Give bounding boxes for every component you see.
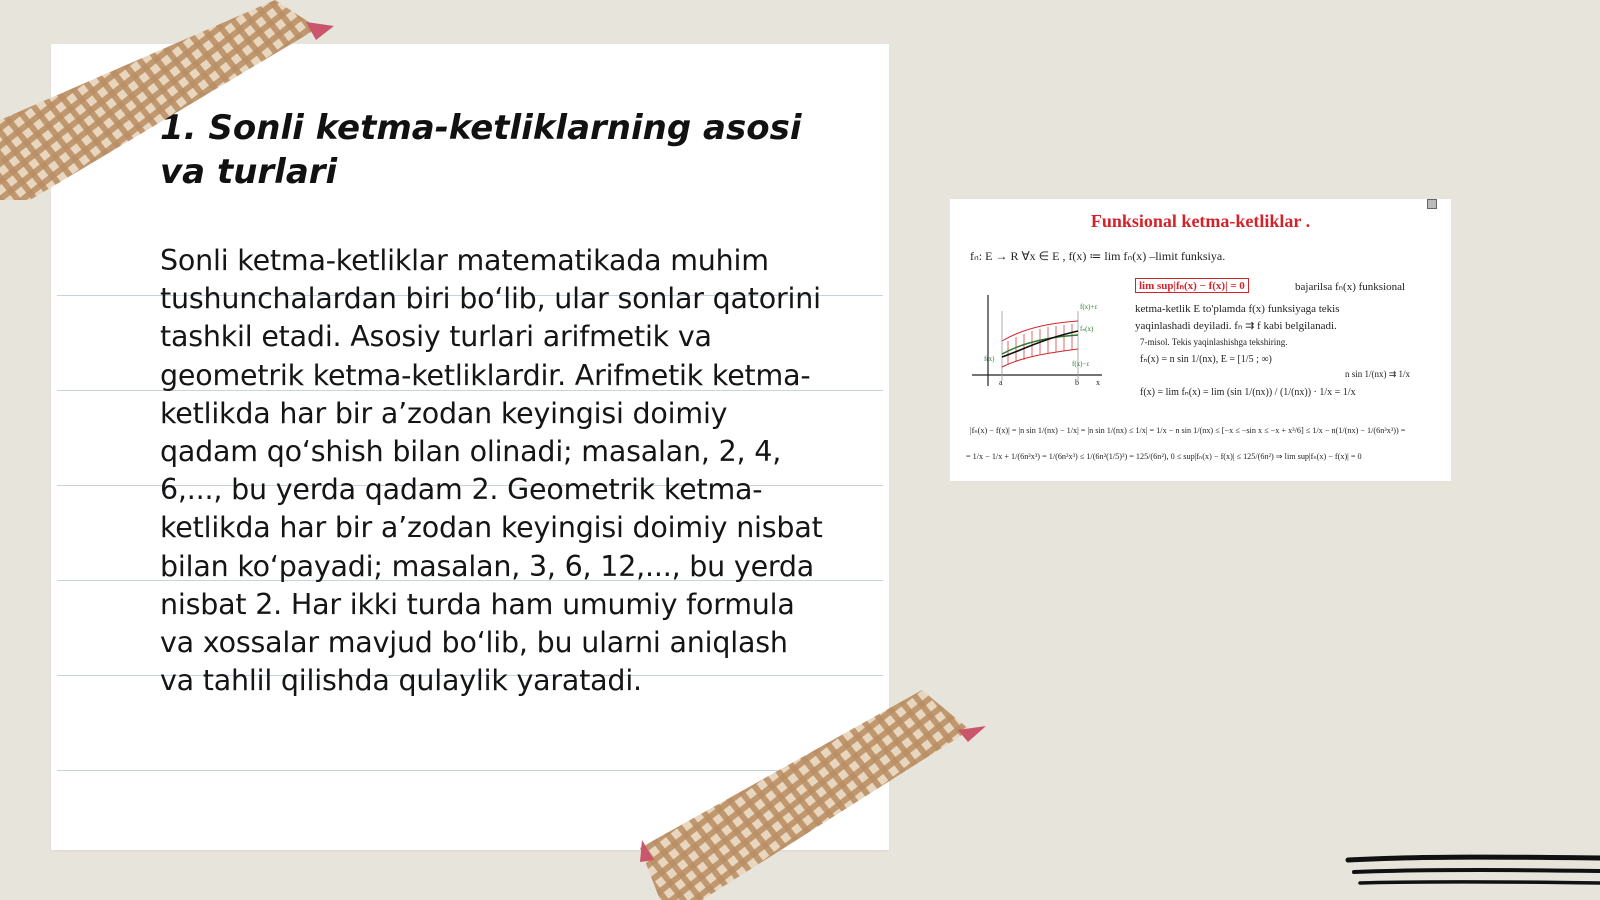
washi-tape-top-left [0, 0, 340, 210]
graph-label-a: a [999, 378, 1003, 387]
graph-label-lower: f(x)−ε [1072, 360, 1090, 368]
expand-icon [1427, 199, 1437, 209]
section-heading: 1. Sonli ketma-ketliklarning asosi va turlari [160, 108, 802, 192]
graph-label-x: x [1096, 378, 1100, 387]
graph-label-b: b [1075, 378, 1079, 387]
uniform-convergence-box: lim sup|fₙ(x) − f(x)| = 0 [1135, 278, 1249, 293]
decorative-brush-lines [1340, 850, 1600, 900]
graph-label-f: f(x) [984, 355, 995, 363]
example-equation-2: f(x) = lim fₙ(x) = lim (sin 1/(nx)) / (1/(nx)) · 1/x = 1/x [1140, 387, 1356, 398]
body-paragraph: Sonli ketma-ketliklar matematikada muhim tushunchalardan biri bo‘lib, ular sonlar qatorini tashkil etadi. Asosiy turlari arifmetik va geometrik ketma-ketliklardir. Arifmetik ketma-ketlikda har bir a’zodan keyingisi doimiy qadam qo‘shish bilan olinadi; masalan, 2, 4, 6,..., bu yerda qadam 2. Geometrik ketma-ketlikda har bir a’zodan keyingisi doimiy nisbat bilan ko‘payadi; masalan, 3, 6, 12,..., bu yerda nisbat 2. Har ikki turda ham umumiy formula va xossalar mavjud bo‘lib, bu ularni aniqlash va tahlil qilishda qulaylik yaratadi. [160, 244, 823, 698]
example-equation-4: = 1/x − 1/x + 1/(6n²x³) = 1/(6n²x³) ≤ 1/(6n²(1/5)³) = 125/(6n²), 0 ≤ sup|fₙ(x) − f(x)| ≤ 125/(6n²) ⇒ lim sup|fₙ(x) − f(x)| = 0 [966, 452, 1362, 461]
washi-tape-bottom-right [640, 690, 990, 900]
example-heading: 7-misol. Tekis yaqinlashishga tekshiring. [1140, 337, 1288, 347]
definition-text-2: ketma-ketlik E to'plamda f(x) funksiyaga tekis [1135, 303, 1340, 315]
example-equation-3: |fₙ(x) − f(x)| = |n sin 1/(nx) − 1/x| = |n sin 1/(nx) ≤ 1/x| = 1/x − n sin 1/(nx) ≤ [−x ≤ −sin x ≤ −x + x³/6] ≤ 1/x − n(1/(nx) − 1/(6n³x³)) = [970, 426, 1406, 435]
example-equation-1: fₙ(x) = n sin 1/(nx), E = [1/5 ; ∞) [1140, 354, 1272, 365]
formula-slide-image [950, 199, 1451, 481]
graph-label-upper: f(x)+ε [1080, 303, 1098, 311]
graph-label-fn: fₙ(x) [1080, 325, 1094, 333]
example-equation-1-right: n sin 1/(nx) ⇉ 1/x [1345, 369, 1411, 379]
definition-line: fₙ: E → R ∀x ∈ E , f(x) ≔ lim fₙ(x) –limit funksiya. [970, 249, 1226, 263]
definition-text-3: yaqinlashadi deyiladi. fₙ ⇉ f kabi belgilanadi. [1135, 320, 1337, 332]
definition-text-1: bajarilsa fₙ(x) funksional [1295, 281, 1406, 293]
convergence-graph [962, 291, 1112, 391]
formula-slide-title: Funksional ketma-ketliklar . [1090, 211, 1311, 231]
